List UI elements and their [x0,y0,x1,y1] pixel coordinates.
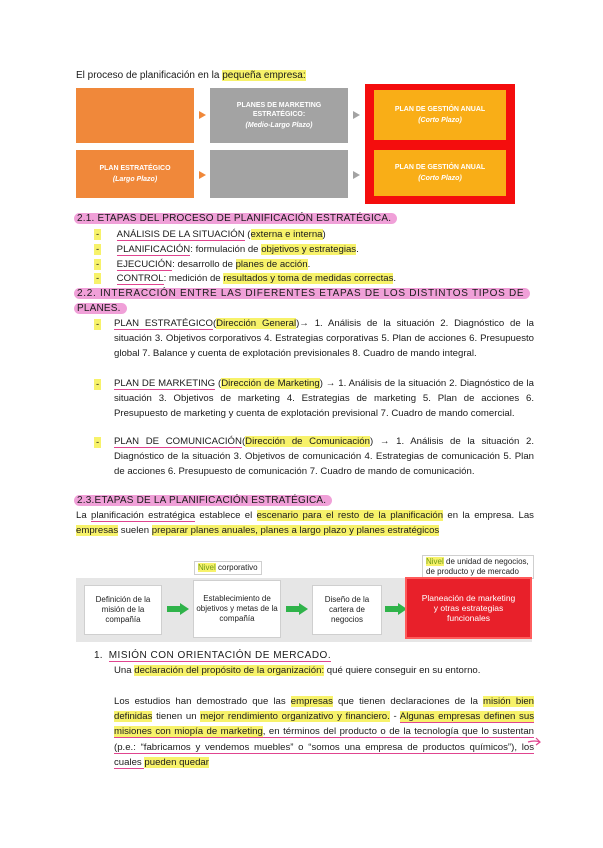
diagram-box-annual-plan-1 [374,90,506,140]
arrow-icon [353,111,360,119]
box-title: PLAN DE GESTIÓN ANUAL [394,106,486,113]
pink-arrow-annotation-icon [528,736,542,746]
plan-marketing-paragraph: PLAN DE MARKETING (Dirección de Marketing) → 1. Análisis de la situación 2. Diagnóstico de la situación 3. Objetivos de marketing 4. Estrategias de marketing 5. Plan de acciones 6. Presupuesto de marketing y cuenta de explotación previsional 7. Cuadro de mando comercial. [114,378,534,420]
bullet-dash: - [96,379,100,390]
step-mission: Definición de la misión de la compañía [84,585,162,635]
list-item: - CONTROL: medición de resultados y toma de medidas correctas. [96,273,397,284]
green-arrow-icon [286,603,308,615]
step-objectives: Establecimiento de objetivos y metas de la compañía [193,580,281,638]
bullet-dash: - [96,319,100,330]
box-title: PLAN ESTRATÉGICO [99,165,171,172]
mission-heading: 1. MISIÓN CON ORIENTACIÓN DE MERCADO. [94,650,332,661]
step-marketing-planning: Planeación de marketing y otras estrategias funcionales [405,577,532,639]
section-2-3-paragraph: La planificación estratégica establece el escenario para el resto de la planificación en la empresa. Las empresas suelen preparar planes anuales, planes a largo plazo y planes estratégicos [76,510,534,537]
corporate-level-label: Nivel corporativo [194,561,262,575]
box-subtitle: (Corto Plazo) [418,175,462,182]
list-item: - EJECUCIÓN: desarrollo de planes de acción. [96,259,311,270]
green-arrow-icon [385,603,407,615]
plan-communication-paragraph: PLAN DE COMUNICACIÓN(Dirección de Comunicación) → 1. Análisis de la situación 2. Diagnóstico de la situación 3. Objetivos de comunicación 4. Estrategias de comunicación 5. Plan de acciones 6. Presupuesto de comunicación 7. Cuadro de mando de comunicación. [114,436,535,478]
list-item: - PLANIFICACIÓN: formulación de objetivos y estrategias. [96,244,359,255]
box-subtitle: (Largo Plazo) [112,176,158,183]
box-title: PLAN DE GESTIÓN ANUAL [394,164,486,171]
diagram-box-marketing-plans [210,88,348,143]
arrow-icon [199,171,206,179]
intro-highlight: pequeña empresa: [222,70,306,81]
diagram-box-orange-top [76,88,194,143]
plan-strategic-paragraph: PLAN ESTRATÉGICO(Dirección General)→ 1. Análisis de la situación 2. Diagnóstico de la situación 3. Objetivos corporativos 4. Estrategias corporativas 5. Plan de acciones 6. Presupuesto global 7. Balance y cuenta de explotación previsionales 8. Cuadro de mando integral. [114,318,534,360]
section-2-2-title: 2.2. INTERACCIÓN ENTRE LAS DIFERENTES ETAPAS DE LOS DISTINTOS TIPOS DE PLANES. [74,286,544,316]
box-subtitle: (Corto Plazo) [418,117,462,124]
list-item: - ANÁLISIS DE LA SITUACIÓN (externa e interna) [96,229,326,240]
arrow-icon [353,171,360,179]
arrow-icon [199,111,206,119]
intro-text: El proceso de planificación en la [76,70,223,81]
mission-studies-paragraph: Los estudios han demostrado que las empresas que tienen declaraciones de la misión bien definidas tienen un mejor rendimiento organizativo y financiero. - Algunas empresas definen sus misiones con miopía de marketing, en términos del producto o de la tecnología que lo sustentan (p.e.: “fabricamos y vendemos muebles” o “somos una empresa de productos químicos”), los cuales pueden quedar [114,696,535,768]
box-subtitle: (Medio-Largo Plazo) [245,122,313,129]
intro-line [76,68,306,83]
diagram-box-annual-plan-2 [374,150,506,196]
section-2-3-title: 2.3.ETAPAS DE LA PLANIFICACIÓN ESTRATÉGICA. [74,493,332,508]
box-title: PLANES DE MARKETING ESTRATÉGICO: [236,102,322,118]
step-portfolio: Diseño de la cartera de negocios [312,585,382,635]
diagram-box-strategic-plan [76,150,194,198]
business-level-label: Nivel de unidad de negocios, de producto y de mercado [422,555,534,579]
bullet-dash: - [96,437,100,448]
mission-definition: Una declaración del propósito de la organización: qué quiere conseguir en su entorno. [114,665,481,676]
diagram-box-gray-bottom [210,150,348,198]
section-2-1-title: 2.1. ETAPAS DEL PROCESO DE PLANIFICACIÓN ESTRATÉGICA. [74,211,397,226]
green-arrow-icon [167,603,189,615]
